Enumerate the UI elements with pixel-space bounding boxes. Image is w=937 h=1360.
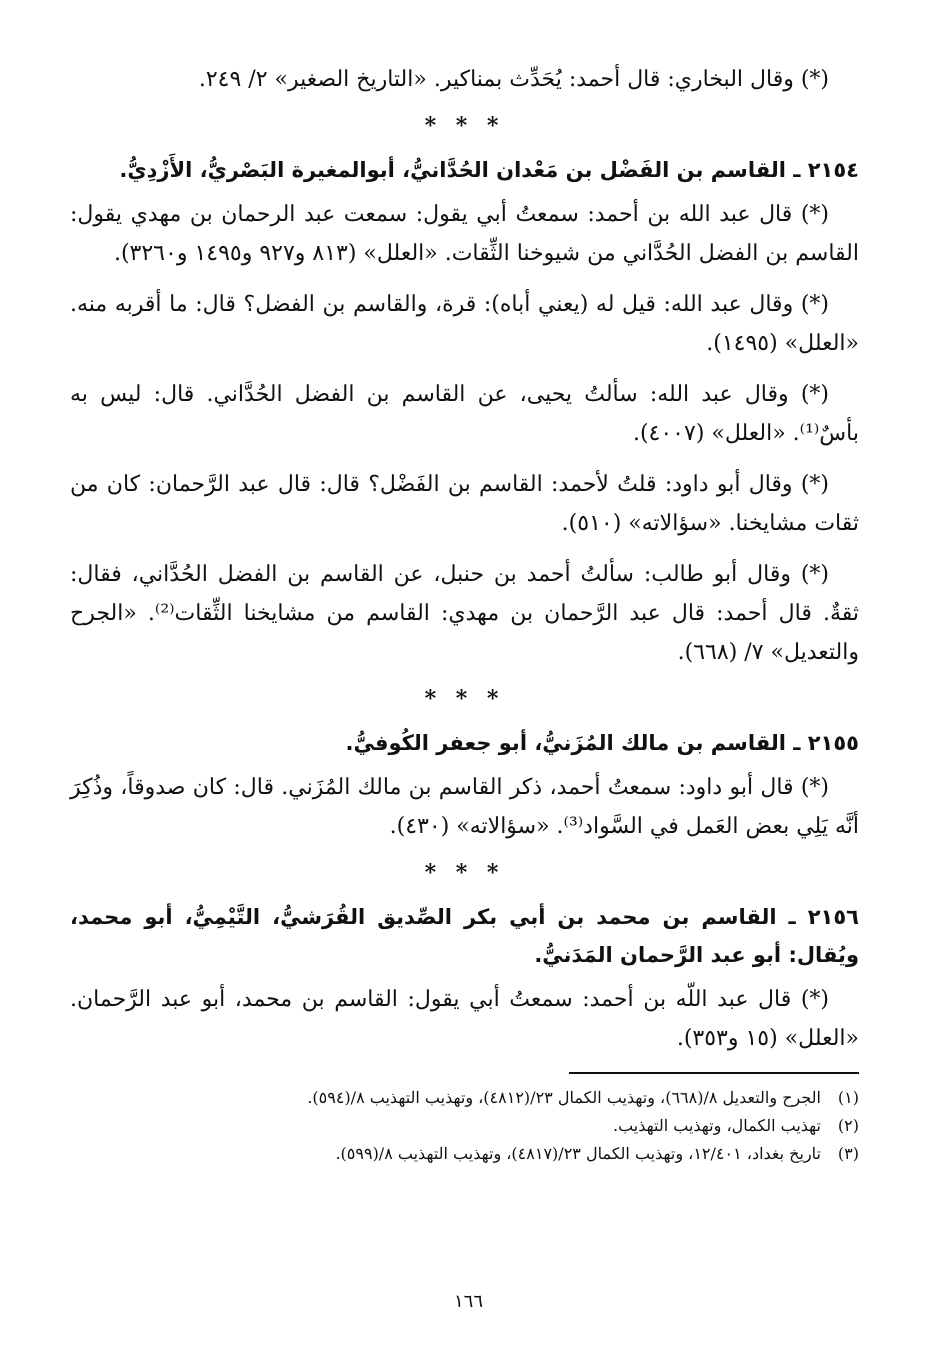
footnote-text: الجرح والتعديل ٨/(٦٦٨)، وتهذيب الكمال ٢٣/(٤٨١٢)، وتهذيب التهذيب ٨/(٥٩٤). (307, 1088, 821, 1107)
page-body (70, 60, 859, 1320)
section-separator: * * * (424, 686, 505, 712)
section-separator: * * * (424, 113, 505, 139)
paragraph-abdullah-3: (*) وقال عبد الله: سألتُ يحيى، عن القاسم بن الفضل الحُدَّاني. قال: ليس به بأسٌ⁽¹⁾. «العلل» (٤٠٠٧). (70, 382, 859, 446)
footnote-item (70, 1140, 859, 1168)
footnote-number: (١) (837, 1088, 859, 1107)
footnote-divider (569, 1072, 859, 1074)
paragraph-abudawud-1: (*) وقال أبو داود: قلتُ لأحمد: القاسم بن الفَضْل؟ قال: قال عبد الرَّحمان: كان من ثقات مشايخنا. «سؤالاته» (٥١٠). (70, 472, 859, 536)
paragraph-abdullah-1: (*) قال عبد الله بن أحمد: سمعتُ أبي يقول: سمعت عبد الرحمان بن مهدي يقول: القاسم بن الفضل الحُدَّاني من شيوخنا الثِّقات. «العلل» (٨١٣ و٩٢٧ و١٤٩٥ و٣٢٦٠). (70, 202, 859, 266)
footnote-text: تهذيب الكمال، وتهذيب التهذيب. (612, 1116, 821, 1135)
footnotes (70, 1084, 859, 1168)
footnote-text: تاريخ بغداد، ١٢/٤٠١، وتهذيب الكمال ٢٣/(٤٨١٧)، وتهذيب التهذيب ٨/(٥٩٩). (335, 1144, 821, 1163)
page-number: ١٦٦ (453, 1291, 483, 1312)
paragraph-abdullah-4: (*) قال عبد اللّه بن أحمد: سمعتُ أبي يقول: القاسم بن محمد، أبو عبد الرَّحمان. «العلل» (١٥ و٣٥٣). (70, 987, 859, 1051)
entry-heading-2156: ٢١٥٦ ـ القاسم بن محمد بن أبي بكر الصِّديق القُرَشيُّ، التَّيْمِيُّ، أبو محمد، ويُقال: أبو عبد الرَّحمان المَدَنيُّ. (70, 905, 859, 967)
entry-heading-2154: ٢١٥٤ ـ القاسم بن الفَضْل بن مَعْدان الحُدَّانيُّ، أبوالمغيرة البَصْريُّ، الأَزْدِيُّ. (119, 158, 859, 182)
paragraph-abutalib: (*) وقال أبو طالب: سألتُ أحمد بن حنبل، عن القاسم بن الفضل الحُدَّاني، فقال: ثقةٌ. قال أحمد: قال عبد الرَّحمان بن مهدي: القاسم من مشايخنا الثِّقات⁽²⁾. «الجرح والتعديل» ٧/ (٦٦٨). (70, 562, 859, 665)
paragraph-bukhari: (*) وقال البخاري: قال أحمد: يُحَدِّث بمناكير. «التاريخ الصغير» ٢/ ٢٤٩. (198, 67, 829, 92)
paragraph-abdullah-2: (*) وقال عبد الله: قيل له (يعني أباه): قرة، والقاسم بن الفضل؟ قال: ما أقربه منه. «العلل» (١٤٩٥). (70, 292, 859, 356)
footnote-item (70, 1084, 859, 1112)
footnote-number: (٢) (837, 1116, 859, 1135)
entry-heading-2155: ٢١٥٥ ـ القاسم بن مالك المُزَنيُّ، أبو جعفر الكُوفيُّ. (345, 731, 859, 755)
paragraph-abudawud-2: (*) قال أبو داود: سمعتُ أحمد، ذكر القاسم بن مالك المُزَني. قال: كان صدوقاً، وذُكِرَ أنَّه يَلِي بعض العَمل في السَّواد⁽³⁾. «سؤالاته» (٤٣٠). (70, 775, 859, 839)
footnote-item (70, 1112, 859, 1140)
footnote-number: (٣) (837, 1144, 859, 1163)
section-separator: * * * (424, 860, 505, 886)
